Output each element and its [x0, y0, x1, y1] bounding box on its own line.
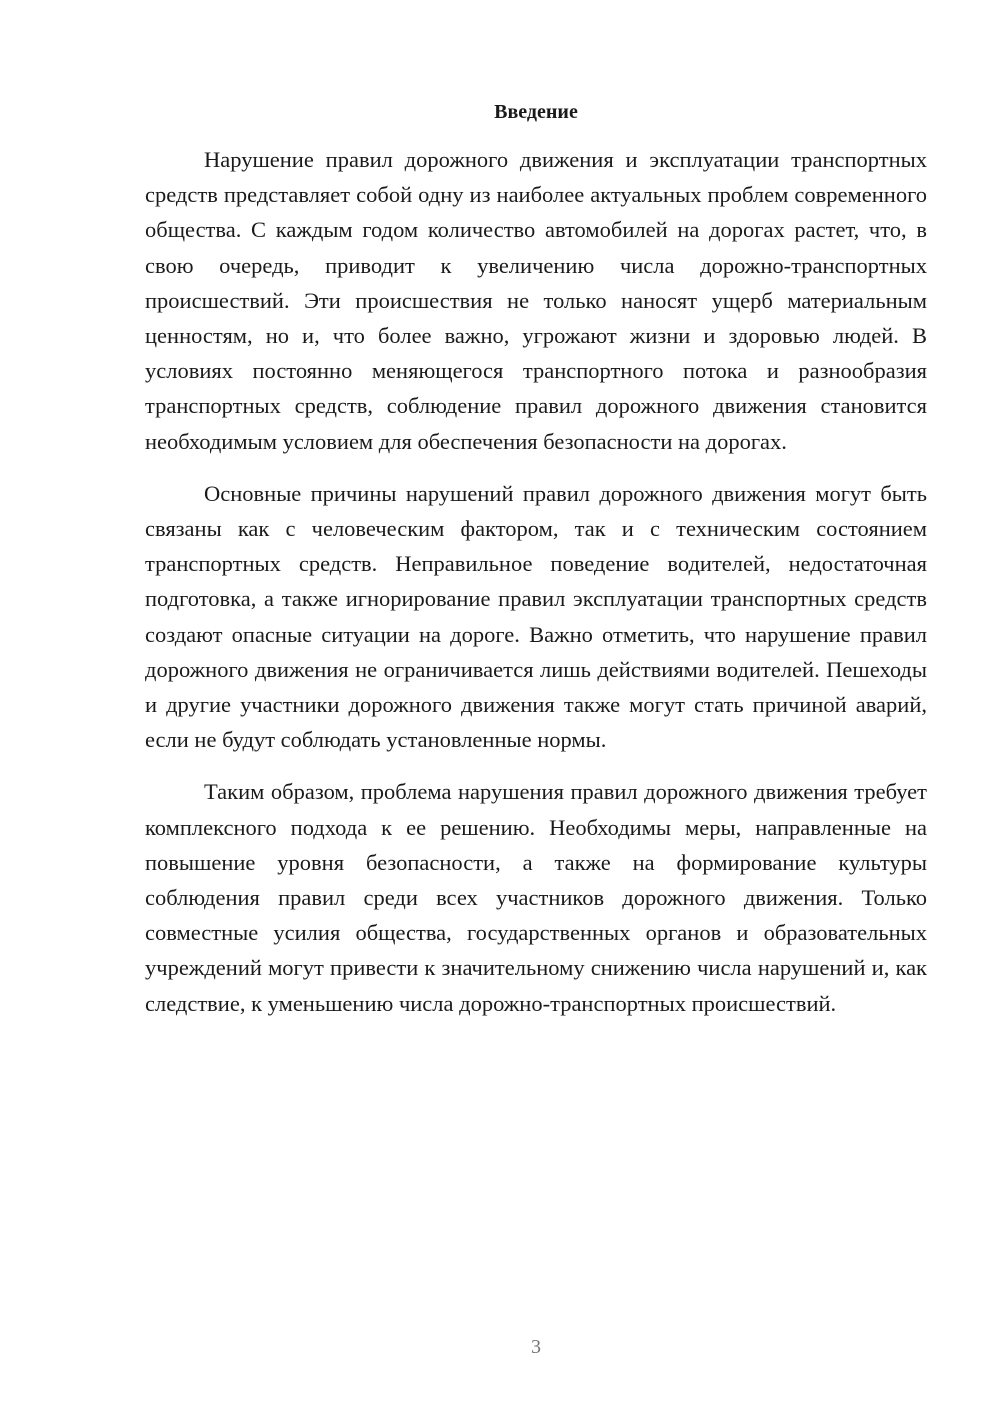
body-text: [145, 142, 927, 1021]
page-title: Введение: [494, 101, 578, 123]
page-number: 3: [531, 1336, 541, 1358]
paragraph-2: Основные причины нарушений правил дорожного движения могут быть связаны как с человеческим фактором, так и с техническим состоянием транспортных средств. Неправильное поведение водителей, недостаточная подготовка, а также игнорирование правил эксплуатации транспортных средств создают опасные ситуации на дороге. Важно отметить, что нарушение правил дорожного движения не ограничивается лишь действиями водителей. Пешеходы и другие участники дорожного движения также могут стать причиной аварий, если не будут соблюдать установленные нормы.: [145, 480, 927, 753]
paragraph-1: Нарушение правил дорожного движения и эксплуатации транспортных средств представляет собой одну из наиболее актуальных проблем современного общества. С каждым годом количество автомобилей на дорогах растет, что, в свою очередь, приводит к увеличению числа дорожно-транспортных происшествий. Эти происшествия не только наносят ущерб материальным ценностям, но и, что более важно, угрожают жизни и здоровью людей. В условиях постоянно меняющегося транспортного потока и разнообразия транспортных средств, соблюдение правил дорожного движения становится необходимым условием для обеспечения безопасности на дорогах.: [145, 147, 927, 454]
paragraph-3: Таким образом, проблема нарушения правил дорожного движения требует комплексного подхода к ее решению. Необходимы меры, направленные на повышение уровня безопасности, а также на формирование культуры соблюдения правил среди всех участников дорожного движения. Только совместные усилия общества, государственных органов и образовательных учреждений могут привести к значительному снижению числа нарушений и, как следствие, к уменьшению числа дорожно-транспортных происшествий.: [145, 779, 927, 1016]
